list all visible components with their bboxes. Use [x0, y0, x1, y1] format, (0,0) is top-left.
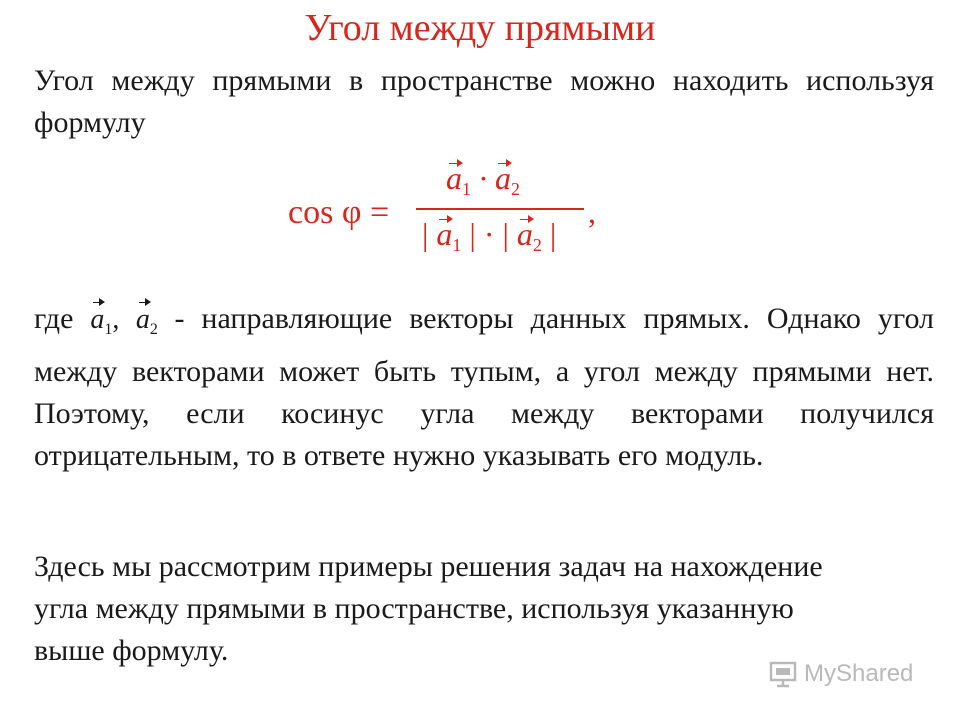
explanation-text — [34, 298, 934, 477]
vector-a1-abs-index: 1 — [452, 235, 462, 255]
formula-lhs: cos φ = — [288, 194, 390, 231]
watermark-text: MyShared — [804, 660, 914, 687]
abs-bar-right: | — [549, 216, 557, 252]
slide-title: Угол между прямыми — [304, 7, 656, 49]
inline-vector-a2: a — [136, 299, 150, 341]
formula-numerator — [446, 160, 520, 200]
inline-separator: , — [112, 304, 120, 335]
intro-text: Угол между прямыми в пространстве можно находить используя формулу — [34, 64, 934, 139]
vector-a1-abs: a — [436, 216, 453, 252]
formula-denominator — [422, 216, 556, 256]
vector-a2: a — [495, 160, 511, 196]
closing-text: Здесь мы рассмотрим примеры решения задач на нахождение угла между прямыми в пространстве, используя указанную выше формулу. — [34, 550, 823, 667]
inline-vector-a1: a — [90, 299, 104, 341]
cosine-formula — [288, 158, 628, 268]
vector-a1: a — [446, 160, 462, 196]
vector-a1-index: 1 — [462, 179, 471, 199]
inline-vectors — [90, 304, 174, 338]
presentation-board-icon — [768, 659, 798, 689]
fraction-bar — [416, 208, 584, 210]
vector-a2-abs-index: 2 — [532, 235, 542, 255]
vector-a2-index: 2 — [511, 179, 520, 199]
formula-comma: , — [588, 194, 596, 230]
explanation-body: - направляющие векторы данных прямых. Однако угол между векторами может быть тупым, а угол между прямыми нет. Поэтому, если косинус угла между векторами получился отрицательным, то в ответе нужно указывать его модуль. — [34, 302, 935, 472]
inline-vector-a1-index: 1 — [104, 321, 113, 338]
explanation-prefix: где — [34, 302, 74, 335]
inline-vector-a2-index: 2 — [149, 321, 158, 338]
watermark-logo — [768, 656, 913, 692]
vector-a2-abs: a — [516, 216, 533, 252]
dot-operator: · — [479, 160, 487, 196]
abs-bar-middle: | · | — [469, 216, 509, 252]
abs-bar-left: | — [422, 216, 429, 252]
